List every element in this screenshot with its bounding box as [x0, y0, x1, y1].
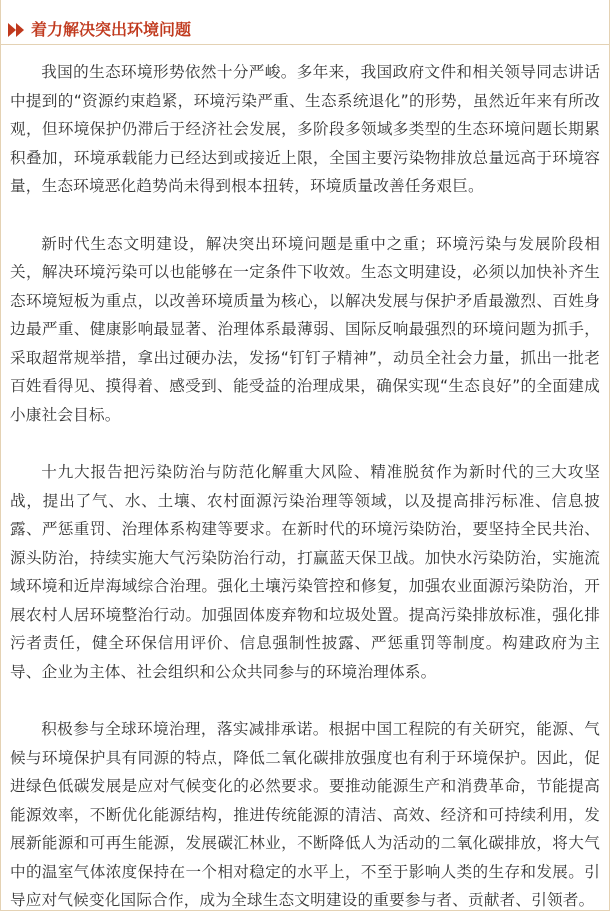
paragraph-2: 新时代生态文明建设，解决突出环境问题是重中之重；环境污染与发展阶段相关，解决环境污染可以也能够在一定条件下收效。生态文明建设，必须以加快补齐生态环境短板为重点，以改善环境质量为核心，以解决发展与保护矛盾最激烈、百姓身边最严重、健康影响最显著、治理体系最薄弱、国际反响最强烈的环境问题为抓手，采取超常规举措，拿出过硬办法，发扬“钉钉子精神”，动员全社会力量，抓出一批老百姓看得见、摸得着、感受到、能受益的治理成果，确保实现“生态良好”的全面建成小康社会目标。: [10, 234, 600, 424]
paragraph-gap: [10, 201, 600, 230]
paragraph-gap: [10, 686, 600, 715]
double-arrow-icon: [8, 23, 26, 37]
header-divider: [0, 44, 610, 45]
paragraph-1: 我国的生态环境形势依然十分严峻。多年来，我国政府文件和相关领导同志讲话中提到的“资源约束趋紧，环境污染严重、生态系统退化”的形势，虽然近年来有所改观，但环境保护仍滞后于经济社会发展，多阶段多领域多类型的生态环境问题长期累积叠加，环境承载能力已经达到或接近上限，全国主要污染物排放总量远高于环境容量，生态环境恶化趋势尚未得到根本扭转，环境质量改善任务艰巨。: [10, 63, 600, 195]
paragraph-4: 积极参与全球环境治理，落实减排承诺。根据中国工程院的有关研究，能源、气候与环境保护具有同源的特点，降低二氧化碳排放强度也有利于环境保护。因此，促进绿色低碳发展是应对气候变化的必然要求。要推动能源生产和消费革命，节能提高能源效率，不断优化能源结构，推进传统能源的清洁、高效、经济和可持续利用，发展新能源和可再生能源，发展碳汇林业，不断降低人为活动的二氧化碳排放，将大气中的温室气体浓度保持在一个相对稳定的水平上，不至于影响人类的生存和发展。引导应对气候变化国际合作，成为全球生态文明建设的重要参与者、贡献者、引领者。: [10, 720, 600, 909]
section-title: 着力解决突出环境问题: [31, 20, 192, 39]
article-body: [10, 58, 600, 911]
section-header: [0, 0, 610, 46]
paragraph-3: 十九大报告把污染防治与防范化解重大风险、精准脱贫作为新时代的三大攻坚战，提出了气、水、土壤、农村面源污染治理等领域，以及提高排污标准、信息披露、严惩重罚、治理体系构建等要求。在新时代的环境污染防治，要坚持全民共治、源头防治，持续实施大气污染防治行动，打赢蓝天保卫战。加快水污染防治，实施流域环境和近岸海域综合治理。强化土壤污染管控和修复，加强农业面源污染防治，开展农村人居环境整治行动。加强固体废弃物和垃圾处置。提高污染排放标准，强化排污者责任，健全环保信用评价、信息强制性披露、严惩重罚等制度。构建政府为主导、企业为主体、社会组织和公众共同参与的环境治理体系。: [10, 463, 600, 681]
paragraph-gap: [10, 429, 600, 458]
